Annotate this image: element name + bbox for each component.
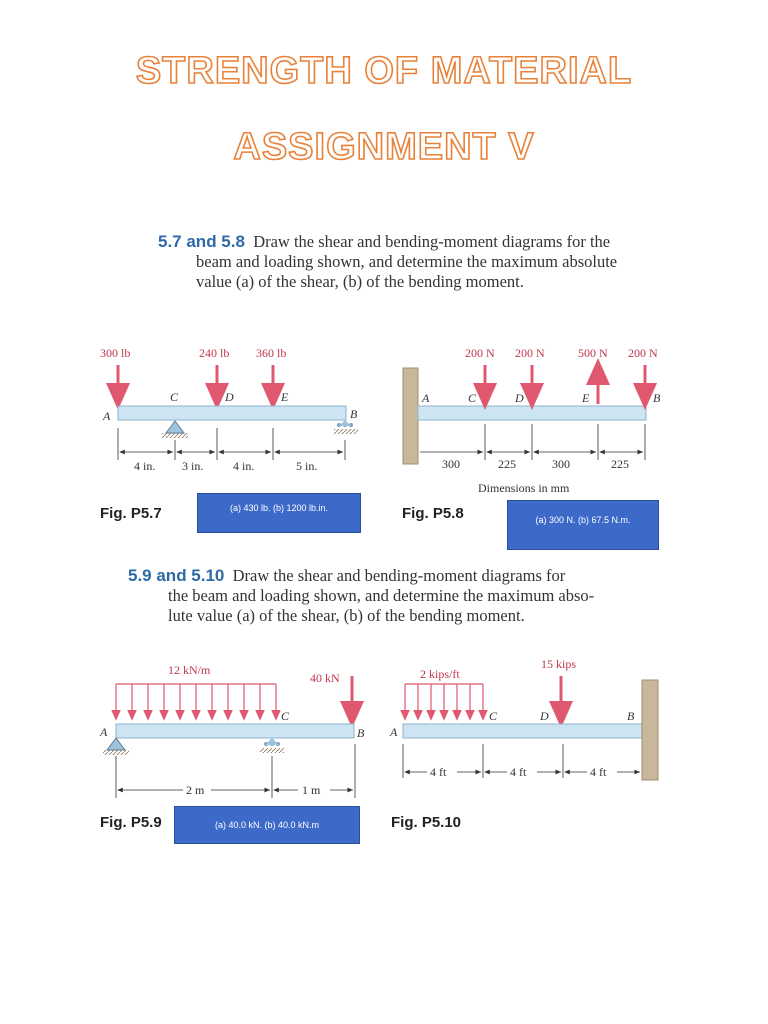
problem-line: beam and loading shown, and determine the maximum absolute [196, 252, 618, 271]
point-label: E [281, 390, 289, 404]
dist-load-arrows [405, 684, 483, 716]
wall-support [403, 368, 418, 464]
fig-p5-7-diagram [100, 346, 358, 473]
pin-support [107, 738, 125, 750]
problem-number: 5.9 and 5.10 [128, 566, 225, 585]
point-load-label: 15 kips [541, 657, 577, 671]
fig-p5-9-caption: Fig. P5.9 [100, 814, 162, 831]
problem-line: value (a) of the shear, (b) of the bending moment. [196, 272, 524, 291]
load-label: 200 N [628, 346, 658, 360]
beam [116, 724, 354, 738]
point-label: D [540, 709, 549, 723]
dim-label: 4 ft [430, 765, 447, 779]
dim-label: 2 m [186, 783, 205, 797]
point-label: C [468, 391, 477, 405]
beam [118, 406, 346, 420]
answer-box-p5-9: (a) 40.0 kN. (b) 40.0 kN.m [174, 806, 360, 844]
dim-label: 4 ft [590, 765, 607, 779]
point-label: A [390, 725, 398, 739]
point-label: E [582, 391, 590, 405]
answer-box-p5-7: (a) 430 lb. (b) 1200 lb.in. [197, 493, 361, 533]
ground-hatch [334, 429, 358, 434]
dim-label: 1 m [302, 783, 321, 797]
load-label: 200 N [465, 346, 495, 360]
point-load-label: 40 kN [310, 671, 340, 685]
load-label: 360 lb [256, 346, 287, 360]
fig-p5-8-diagram [403, 346, 661, 495]
dim-label: 4 in. [134, 459, 156, 473]
beam [418, 406, 646, 420]
point-label: D [225, 390, 234, 404]
problem-line: Draw the shear and bending-moment diagrams for the [253, 232, 611, 251]
point-label: B [653, 391, 661, 405]
problem-number: 5.7 and 5.8 [158, 232, 245, 251]
problem-line: lute value (a) of the shear, (b) of the bending moment. [168, 606, 525, 625]
point-label: D [515, 391, 524, 405]
load-label: 500 N [578, 346, 608, 360]
title-line-1: STRENGTH OF MATERIAL [135, 50, 633, 92]
load-label: 240 lb [199, 346, 230, 360]
dist-load-arrows [116, 684, 276, 716]
ground-hatch [103, 750, 129, 755]
dim-label: 4 ft [510, 765, 527, 779]
dim-label: 225 [611, 457, 629, 471]
wall-support [642, 680, 658, 780]
dist-load-label: 12 kN/m [168, 663, 211, 677]
load-label: 200 N [515, 346, 545, 360]
point-label: C [281, 709, 290, 723]
load-label: 300 lb [100, 346, 131, 360]
title-line-2: ASSIGNMENT V [233, 126, 535, 168]
dim-label: 3 in. [182, 459, 204, 473]
point-label: B [350, 407, 358, 421]
dim-label: 4 in. [233, 459, 255, 473]
ground-hatch [260, 748, 284, 753]
point-label: B [627, 709, 635, 723]
ground-hatch [162, 433, 188, 438]
answer-box-p5-8: (a) 300 N. (b) 67.5 N.m. [507, 500, 659, 550]
point-label: C [489, 709, 498, 723]
problem-line: Draw the shear and bending-moment diagrams for [232, 566, 566, 585]
beam [403, 724, 643, 738]
point-label: C [170, 390, 179, 404]
dist-load-label: 2 kips/ft [420, 667, 460, 681]
fig-p5-9-diagram [99, 663, 365, 798]
dim-label: 300 [552, 457, 570, 471]
fig-p5-7-caption: Fig. P5.7 [100, 505, 162, 522]
point-label: A [103, 409, 111, 423]
dim-label: 225 [498, 457, 516, 471]
dim-label: 5 in. [296, 459, 318, 473]
fig-p5-10-diagram [389, 657, 658, 780]
problem-line: the beam and loading shown, and determine the maximum abso- [168, 586, 595, 605]
dim-label: 300 [442, 457, 460, 471]
point-label: A [422, 391, 430, 405]
dimensions-note: Dimensions in mm [478, 481, 570, 495]
pin-support [166, 421, 184, 433]
point-label: A [100, 725, 108, 739]
fig-p5-8-caption: Fig. P5.8 [402, 505, 464, 522]
roller-support [265, 738, 279, 745]
fig-p5-10-caption: Fig. P5.10 [391, 814, 462, 831]
point-label: B [357, 726, 365, 740]
